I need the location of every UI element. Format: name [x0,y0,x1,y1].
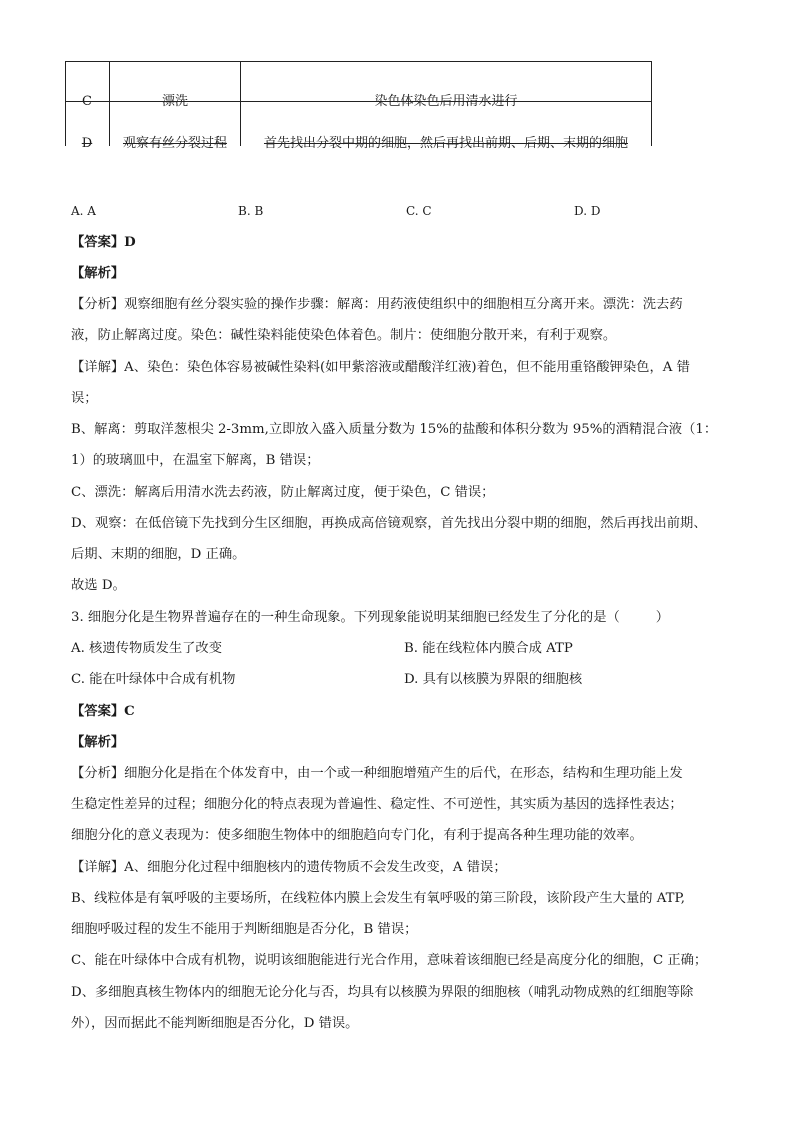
table-cell-detail: 染色体染色后用清水进行 [374,94,518,109]
table-border [651,61,652,146]
q3-paragraph: 细胞分化的意义表现为：使多细胞生物体中的细胞趋向专门化，有利于提高各种生理功能的效率。 [71,828,643,843]
q3-option-a: A. 核遗传物质发生了改变 [71,641,223,656]
q2-analysis-title: 【解析】 [71,266,125,281]
q2-option-a: A. A [71,204,96,218]
q2-paragraph: 后期、末期的细胞，D 正确。 [71,547,246,562]
q3-paragraph: 【分析】细胞分化是指在个体发育中，由一个或一种细胞增殖产生的后代，在形态，结构和生理功能上发 [71,766,683,781]
table-cell-step: 漂洗 [161,94,188,109]
q2-paragraph: 1）的玻璃皿中，在温室下解离，B 错误； [71,453,320,468]
q2-paragraph: 【分析】观察细胞有丝分裂实验的操作步骤：解离：用药液使组织中的细胞相互分离开来。漂洗：洗去药 [71,297,683,312]
q3-analysis-title: 【解析】 [71,735,125,750]
q2-paragraph: C、漂洗：解离后用清水洗去药液，防止解离过度，便于染色，C 错误； [71,485,495,500]
q2-paragraph: 液，防止解离过度。染色：碱性染料能使染色体着色。制片：使细胞分散开来，有利于观察。 [71,328,617,343]
table-cell-letter: D [81,136,93,151]
q3-paragraph: D、多细胞真核生物体内的细胞无论分化与否，均具有以核膜为界限的细胞核（哺乳动物成熟的红细胞等除 [71,985,694,1000]
procedure-table [65,61,652,151]
table-cell-detail: 首先找出分裂中期的细胞，然后再找出前期、后期、末期的细胞 [263,136,628,151]
q2-answer: 【答案】D [71,235,136,250]
q3-option-d: D. 具有以核膜为界限的细胞核 [404,672,583,687]
q3-stem [71,609,669,627]
q3-paragraph: C、能在叶绿体中合成有机物，说明该细胞能进行光合作用，意味着该细胞已经是高度分化的细胞，C 正确； [71,953,708,968]
q3-answer: 【答案】C [71,704,135,719]
q2-paragraph: 【详解】A、染色：染色体容易被碱性染料(如甲紫溶液或醋酸洋红液)着色，但不能用重铬酸钾染色，A 错 [71,360,690,375]
q3-paragraph: B、线粒体是有氧呼吸的主要场所，在线粒体内膜上会发生有氧呼吸的第三阶段，该阶段产生大量的 ATP, [71,891,685,906]
q2-paragraph: D、观察：在低倍镜下先找到分生区细胞，再换成高倍镜观察，首先找出分裂中期的细胞，然后再找出前期、 [71,516,707,531]
table-cell-letter: C [82,94,92,109]
q2-options [71,204,731,222]
q3-paragraph: 细胞呼吸过程的发生不能用于判断细胞是否分化，B 错误； [71,922,418,937]
q3-option-c: C. 能在叶绿体中合成有机物 [71,672,236,687]
q3-option-b: B. 能在线粒体内膜合成 ATP [404,641,573,656]
q3-paragraph: 【详解】A、细胞分化过程中细胞核内的遗传物质不会发生改变，A 错误； [71,860,507,875]
table-cell-step: 观察有丝分裂过程 [122,136,227,151]
q3-paragraph: 生稳定性差异的过程；细胞分化的特点表现为普遍性、稳定性、不可逆性，其实质为基因的选择性表达； [71,797,683,812]
q2-option-c: C. C [406,204,432,218]
q2-option-b: B. B [238,204,264,218]
q2-paragraph: B、解离：剪取洋葱根尖 2-3mm,立即放入盛入质量分数为 15%的盐酸和体积分数为 95%的酒精混合液（1： [71,422,718,437]
table-border [65,61,652,62]
q2-option-d: D. D [574,204,601,218]
q3-stem-text: 3. 细胞分化是生物界普遍存在的一种生命现象。下列现象能说明某细胞已经发生了分化的是（ [71,610,620,625]
q2-paragraph: 误； [71,391,98,406]
q2-paragraph: 故选 D。 [71,578,126,593]
q3-paragraph: 外），因而据此不能判断细胞是否分化，D 错误。 [71,1016,359,1031]
q3-stem-close: ） [655,610,670,625]
